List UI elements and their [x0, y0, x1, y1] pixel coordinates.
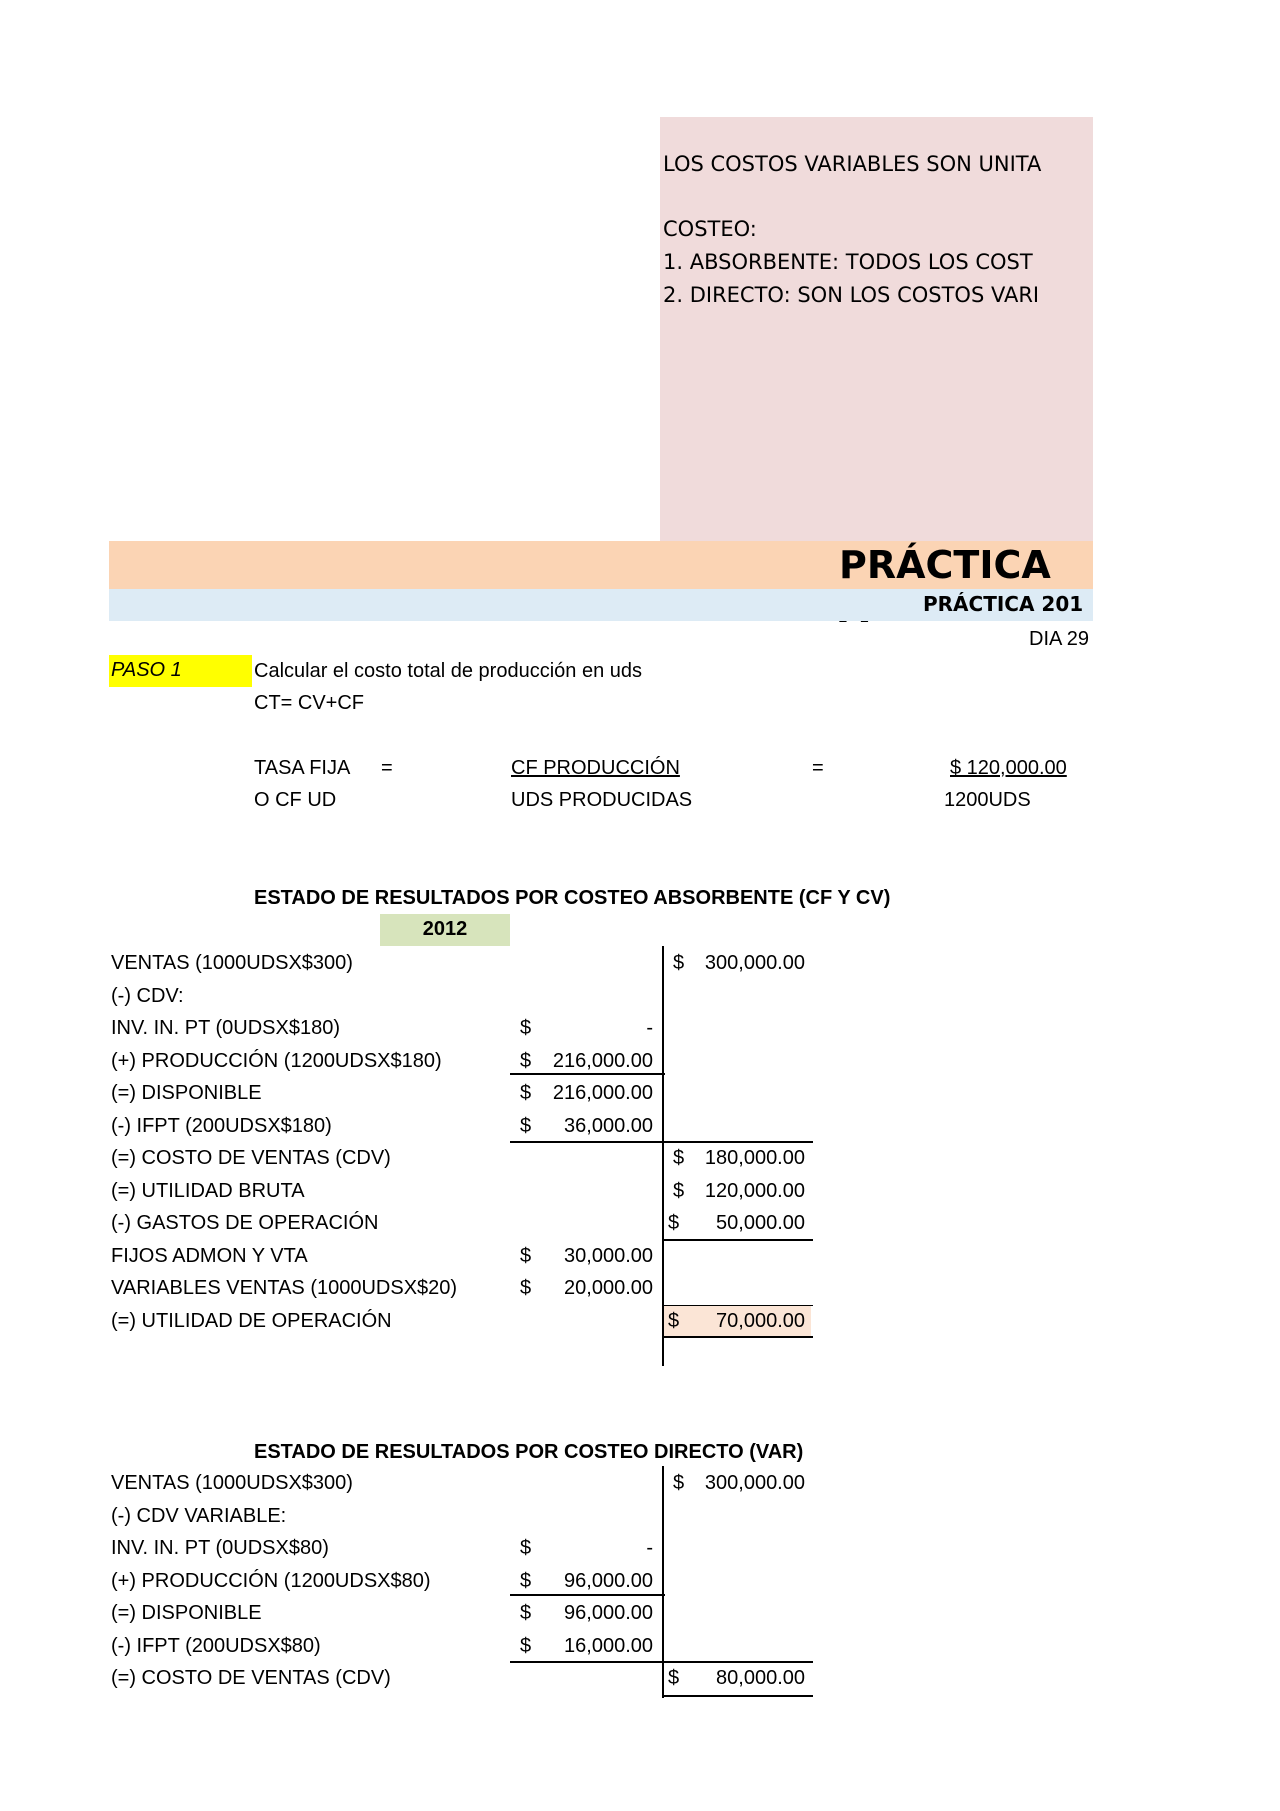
abs-rule-gastos	[663, 1239, 813, 1241]
formula-ct: CT= CV+CF	[254, 692, 365, 714]
year-cell	[380, 914, 510, 946]
dir-vertical-rule	[662, 1466, 664, 1698]
col2-amount: 180,000.00	[704, 1147, 805, 1169]
step-label: PASO 1	[111, 659, 182, 681]
note-line-2: COSTEO:	[663, 217, 757, 241]
step-label-cell	[109, 655, 252, 687]
row-label: FIJOS ADMON Y VTA	[111, 1244, 308, 1267]
row-label: INV. IN. PT (0UDSX$80)	[111, 1537, 329, 1559]
col1-currency: $	[520, 1082, 532, 1104]
abs-vertical-rule	[662, 946, 664, 1366]
col1-amount: 96,000.00	[564, 1602, 653, 1624]
rate-value-numerator: $ 120,000.00	[950, 757, 1067, 779]
abs-rule-ifpt	[510, 1141, 813, 1143]
row-label: (=) UTILIDAD BRUTA	[111, 1179, 305, 1202]
col2-amount: 80,000.00	[716, 1667, 805, 1689]
notes-box	[660, 117, 1093, 541]
page-subtitle: PRÁCTICA 201	[923, 592, 1084, 616]
col2-amount: 70,000.00	[716, 1309, 805, 1332]
note-line-1: LOS COSTOS VARIABLES SON UNITA	[663, 152, 1042, 176]
col1-currency: $	[520, 1049, 532, 1072]
col2-currency: $	[668, 1309, 680, 1332]
col1-amount: 96,000.00	[564, 1569, 653, 1592]
col1-currency: $	[520, 1114, 532, 1137]
title-band	[109, 541, 1093, 589]
col1-currency: $	[520, 1602, 532, 1624]
row-label: (+) PRODUCCIÓN (1200UDSX$80)	[111, 1569, 431, 1592]
rate-label-1: TASA FIJA	[254, 757, 351, 779]
col2-currency: $	[673, 1179, 685, 1202]
col1-amount: 20,000.00	[564, 1277, 653, 1299]
note-line-3: 1. ABSORBENTE: TODOS LOS COST	[663, 250, 1033, 274]
row-label: (=) UTILIDAD DE OPERACIÓN	[111, 1309, 392, 1332]
abs-rule-result-top	[663, 1305, 813, 1306]
col2-amount: 300,000.00	[704, 952, 805, 974]
date-label: DIA 29	[1029, 628, 1090, 650]
note-line-4: 2. DIRECTO: SON LOS COSTOS VARI	[663, 283, 1040, 307]
rate-value-denominator: 1200UDS	[944, 789, 1031, 811]
col2-currency: $	[668, 1212, 680, 1234]
col2-currency: $	[673, 952, 685, 974]
row-label: VARIABLES VENTAS (1000UDSX$20)	[111, 1277, 458, 1299]
col1-amount: 216,000.00	[552, 1082, 653, 1104]
rate-denominator: UDS PRODUCIDAS	[511, 789, 693, 811]
subtitle-band	[109, 589, 1093, 621]
col2-currency: $	[673, 1147, 685, 1169]
col1-currency: $	[520, 1277, 532, 1299]
dir-rule-cdv	[663, 1695, 813, 1697]
year-label: 2012	[422, 918, 468, 940]
col2-currency: $	[668, 1667, 680, 1689]
col2-amount: 50,000.00	[716, 1212, 805, 1234]
col1-currency: $	[520, 1537, 532, 1559]
row-label: INV. IN. PT (0UDSX$180)	[111, 1017, 340, 1039]
col1-amount: 36,000.00	[564, 1114, 653, 1137]
col1-amount: -	[646, 1017, 653, 1039]
row-label: (-) CDV:	[111, 984, 184, 1007]
equals-2: =	[812, 757, 824, 779]
row-label: (-) IFPT (200UDSX$80)	[111, 1634, 321, 1657]
col2-amount: 300,000.00	[704, 1472, 805, 1494]
dir-rule-ifpt	[510, 1661, 813, 1663]
col1-amount: -	[646, 1537, 653, 1559]
absorbente-title: ESTADO DE RESULTADOS POR COSTEO ABSORBENTE (CF Y CV)	[254, 887, 891, 909]
abs-rule-production	[510, 1073, 665, 1075]
abs-rule-result-bottom	[663, 1336, 813, 1338]
step-description: Calcular el costo total de producción en uds	[254, 660, 643, 682]
row-label: (=) DISPONIBLE	[111, 1082, 262, 1104]
row-label: VENTAS (1000UDSX$300)	[111, 952, 353, 974]
row-label: (=) DISPONIBLE	[111, 1602, 262, 1624]
col1-amount: 16,000.00	[564, 1634, 653, 1657]
row-label: (-) CDV VARIABLE:	[111, 1504, 287, 1527]
rate-label-2: O CF UD	[254, 789, 337, 811]
col1-currency: $	[520, 1017, 532, 1039]
row-label: (=) COSTO DE VENTAS (CDV)	[111, 1147, 391, 1169]
equals-1: =	[381, 757, 393, 779]
col1-amount: 30,000.00	[564, 1244, 653, 1267]
row-label: (+) PRODUCCIÓN (1200UDSX$180)	[111, 1049, 442, 1072]
col2-currency: $	[673, 1472, 685, 1494]
row-label: (-) GASTOS DE OPERACIÓN	[111, 1212, 379, 1234]
col1-amount: 216,000.00	[552, 1049, 653, 1072]
col1-currency: $	[520, 1569, 532, 1592]
row-label: (=) COSTO DE VENTAS (CDV)	[111, 1667, 391, 1689]
row-label: (-) IFPT (200UDSX$180)	[111, 1114, 332, 1137]
directo-title: ESTADO DE RESULTADOS POR COSTEO DIRECTO (VAR)	[254, 1441, 804, 1463]
col1-currency: $	[520, 1634, 532, 1657]
page-title: PRÁCTICA	[839, 543, 1051, 587]
dir-rule-production	[510, 1594, 665, 1596]
col2-amount: 120,000.00	[704, 1179, 805, 1202]
rate-numerator: CF PRODUCCIÓN	[511, 757, 680, 779]
col1-currency: $	[520, 1244, 532, 1267]
row-label: VENTAS (1000UDSX$300)	[111, 1472, 353, 1494]
